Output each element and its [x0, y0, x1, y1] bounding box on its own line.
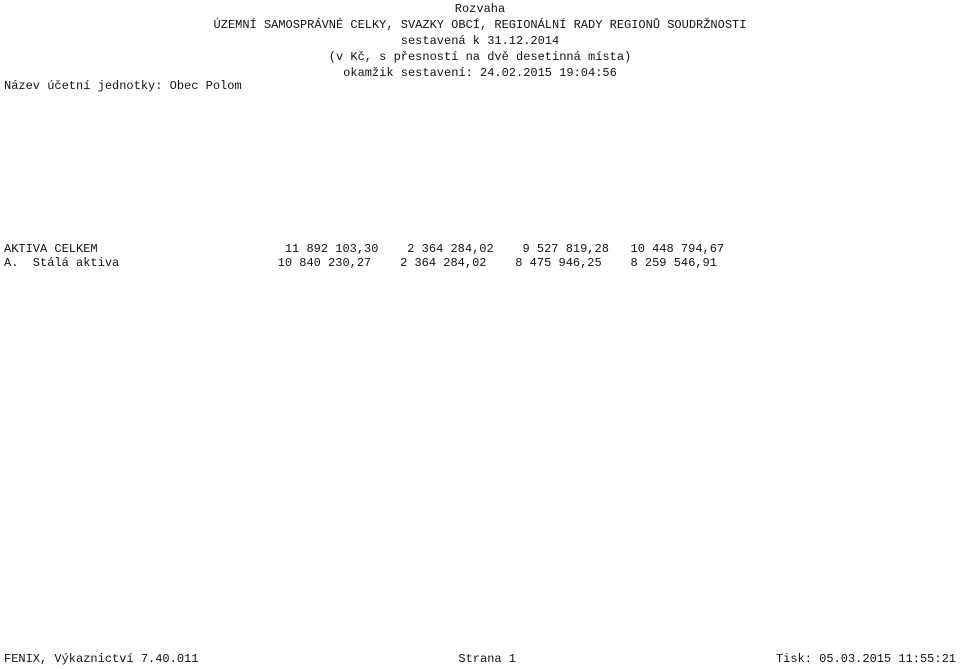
report-created: okamžik sestavení: 24.02.2015 19:04:56 — [343, 66, 617, 80]
footer-mid: Strana 1 — [458, 652, 516, 666]
report-unit: (v Kč, s přesností na dvě desetinná místa) — [328, 50, 632, 64]
row-total: AKTIVA CELKEM 11 892 103,30 2 364 284,02 9 527 819,28 10 448 794,67 — [4, 242, 725, 257]
row-fixed-assets: A. Stálá aktiva 10 840 230,27 2 364 284,02 8 475 946,25 8 259 546,91 — [4, 255, 717, 270]
report-subtitle: ÚZEMNÍ SAMOSPRÁVNÉ CELKY, SVAZKY OBCÍ, REGIONÁLNÍ RADY REGIONŮ SOUDRŽNOSTI — [213, 18, 747, 32]
footer — [4, 652, 956, 666]
footer-left: FENIX, Výkaznictví 7.40.011 — [4, 652, 199, 666]
entity-name: Název účetní jednotky: Obec Polom — [4, 79, 242, 93]
footer-right: Tisk: 05.03.2015 11:55:21 — [775, 652, 956, 666]
report-date: sestavená k 31.12.2014 — [400, 34, 560, 48]
report-title: Rozvaha — [454, 2, 506, 16]
